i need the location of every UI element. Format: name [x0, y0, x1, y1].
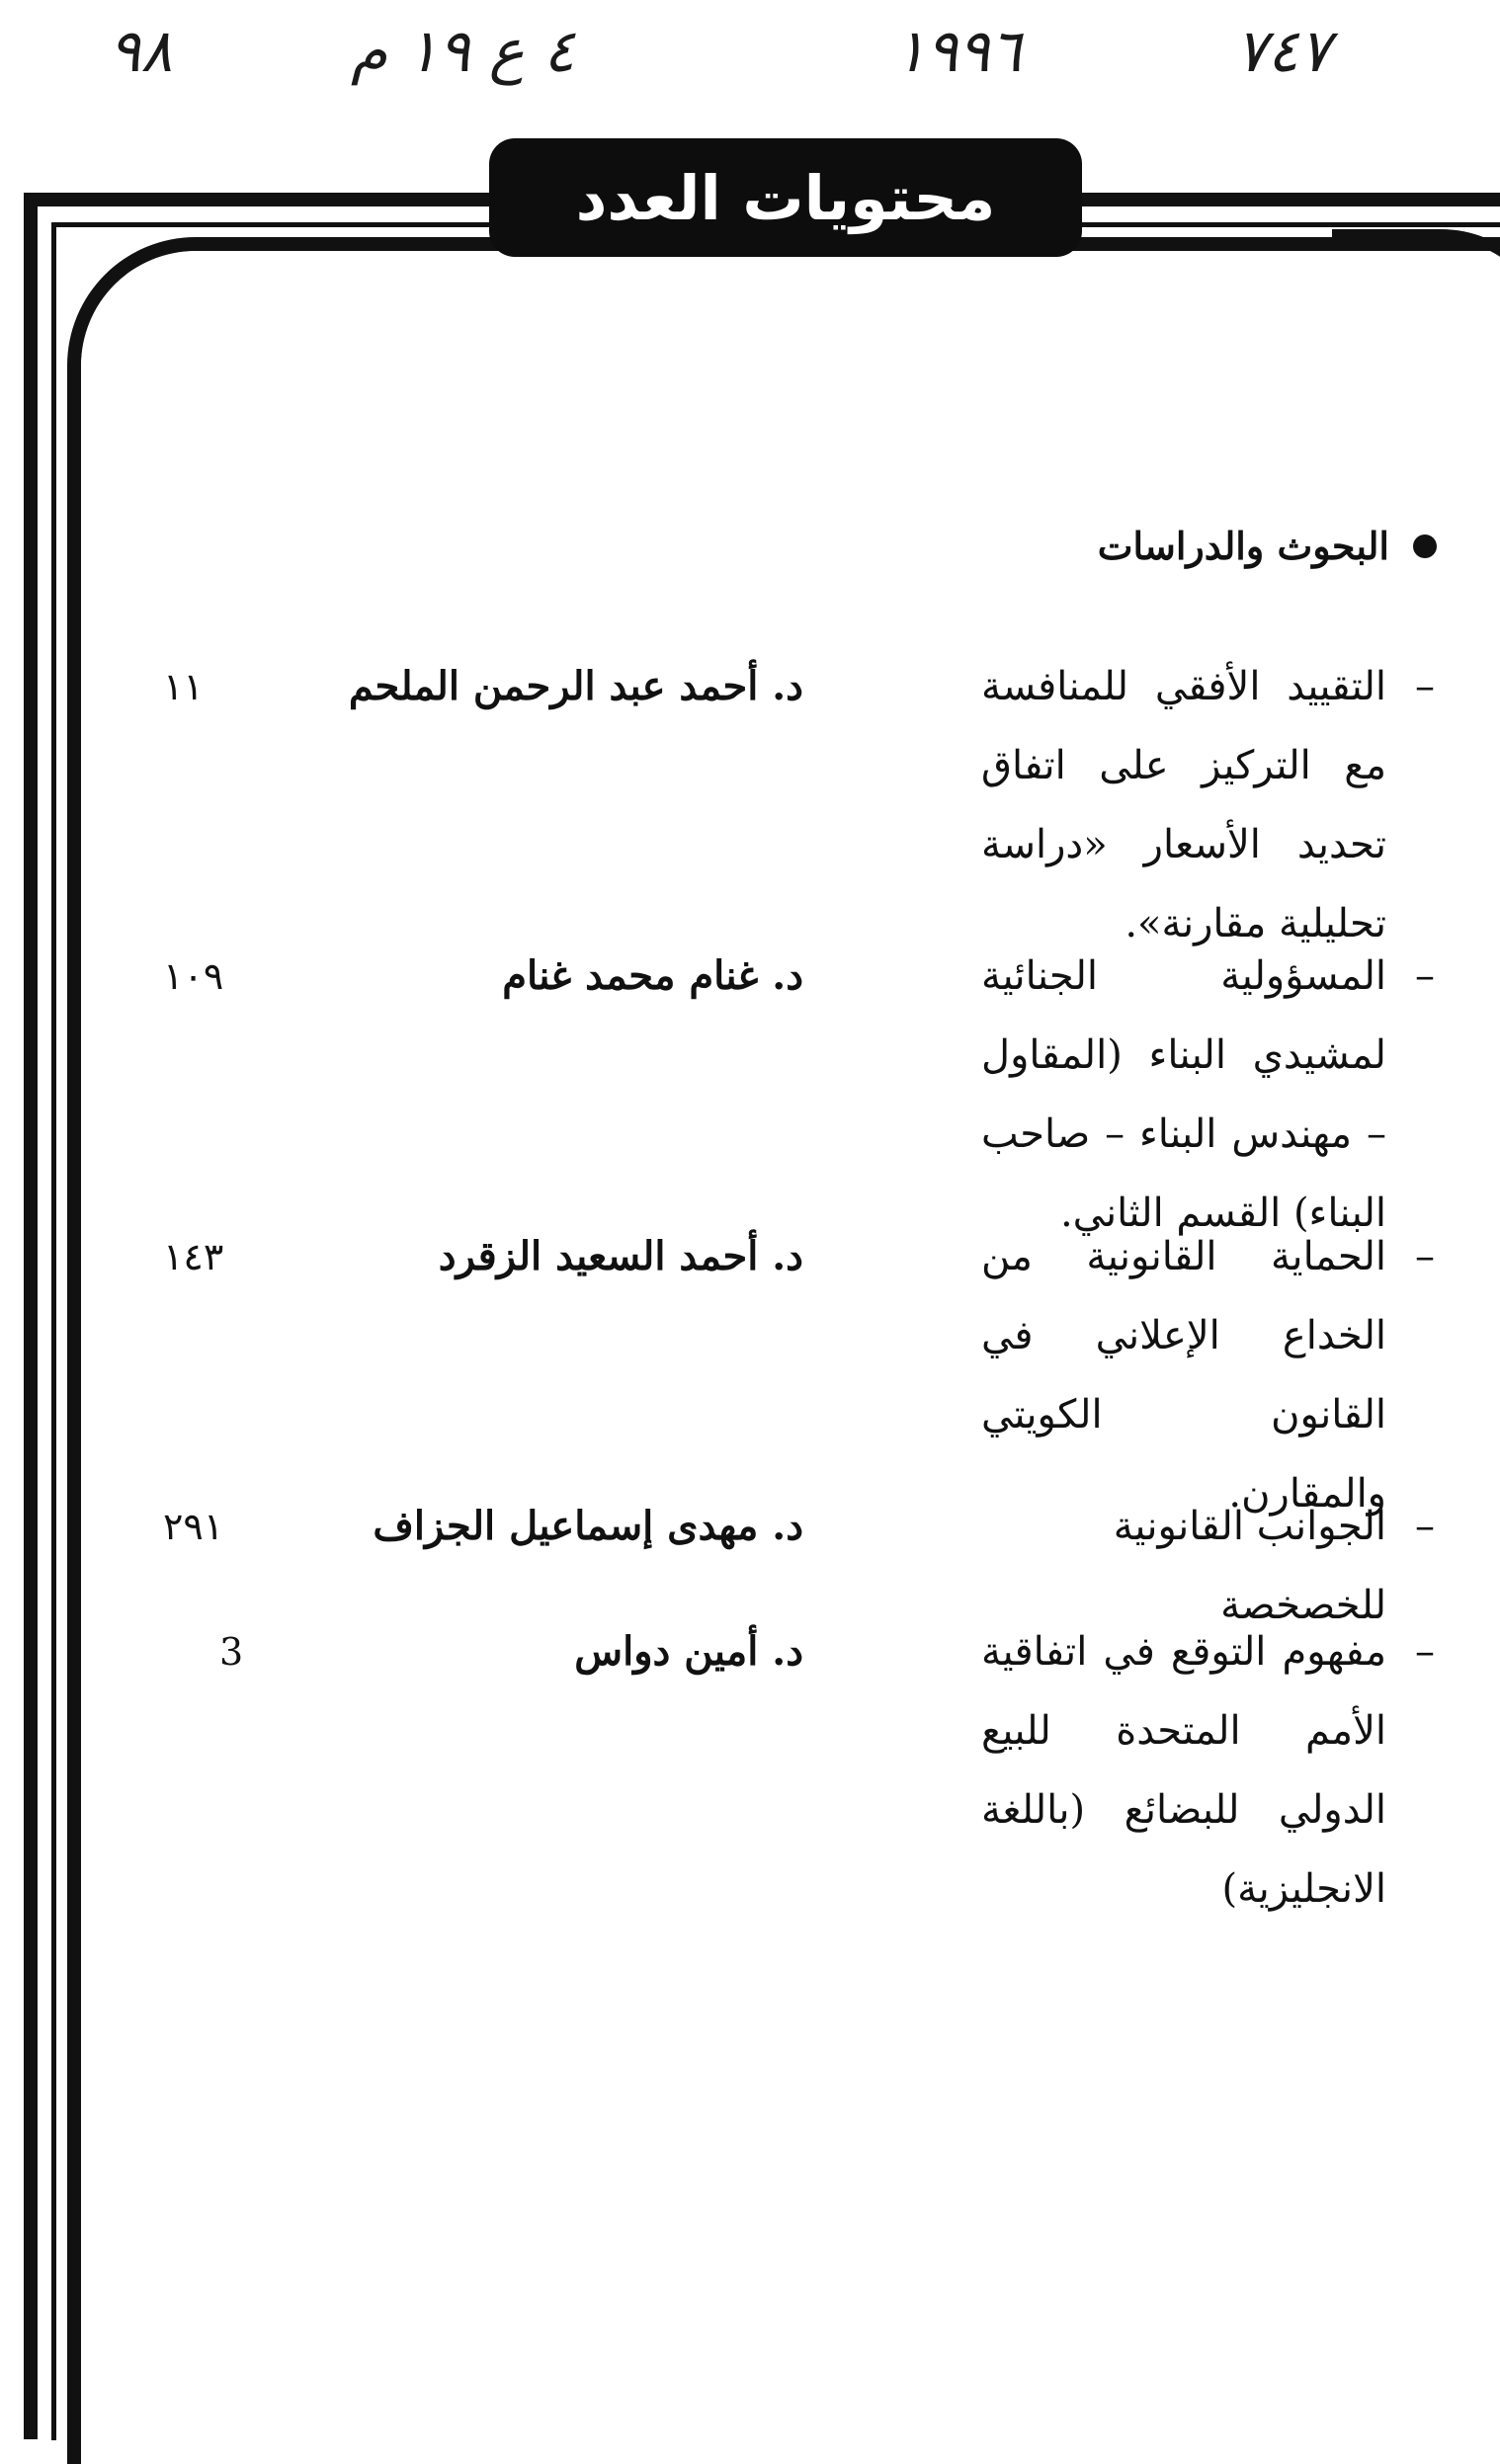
section-heading: [1098, 524, 1437, 568]
entry-title: الجوانب القانونية للخصخصة: [1113, 1504, 1386, 1628]
entry-author: د. مهدى إسماعيل الجزاف: [373, 1503, 803, 1549]
entry-page: ١٠٩: [163, 954, 224, 998]
entry-page: ١٤٣: [163, 1235, 224, 1278]
entry-author: د. أحمد السعيد الزقرد: [438, 1233, 803, 1279]
entry-dash: –: [1415, 1629, 1435, 1675]
entry-title: التقييد الأفقي للمنافسة مع التركيز على اتفاق تحديد الأسعار «دراسة تحليلية مقارنة».: [981, 664, 1386, 946]
handwritten-issue-marks: ٤ ع ١٩ م: [351, 17, 575, 86]
entry-dash: –: [1415, 1504, 1435, 1549]
handwritten-number-left: ٩٨: [109, 17, 173, 86]
handwritten-ref-number: ٧٤٧: [1235, 17, 1331, 86]
entry-title: مفهوم التوقع في اتفاقية الأمم المتحدة للبيع الدولي للبضائع (باللغة الانجليزية): [981, 1629, 1386, 1912]
section-title: البحوث والدراسات: [1097, 524, 1389, 568]
page-title: محتويات العدد: [489, 138, 1082, 257]
entry-author: د. أحمد عبد الرحمن الملحم: [348, 663, 803, 709]
entry-title: الحماية القانونية من الخداع الإعلاني في القانون الكويتي والمقارن.: [981, 1234, 1386, 1517]
entry-author: د. أمين دواس: [574, 1628, 803, 1675]
frame-corner-curve: [1332, 229, 1500, 437]
entry-title: المسؤولية الجنائية لمشيدي البناء (المقاول – مهندس البناء – صاحب البناء) القسم الثاني.: [981, 953, 1386, 1236]
entry-dash: –: [1415, 953, 1435, 999]
entry-author: د. غنام محمد غنام: [502, 952, 803, 999]
entry-page: ١١: [163, 665, 204, 708]
entry-page: 3: [219, 1630, 244, 1674]
entry-dash: –: [1415, 664, 1435, 709]
bullet-icon: [1413, 534, 1437, 558]
entry-page: ٢٩١: [163, 1505, 224, 1548]
entry-dash: –: [1415, 1234, 1435, 1279]
handwritten-year: ١٩٩٦: [894, 17, 1022, 86]
